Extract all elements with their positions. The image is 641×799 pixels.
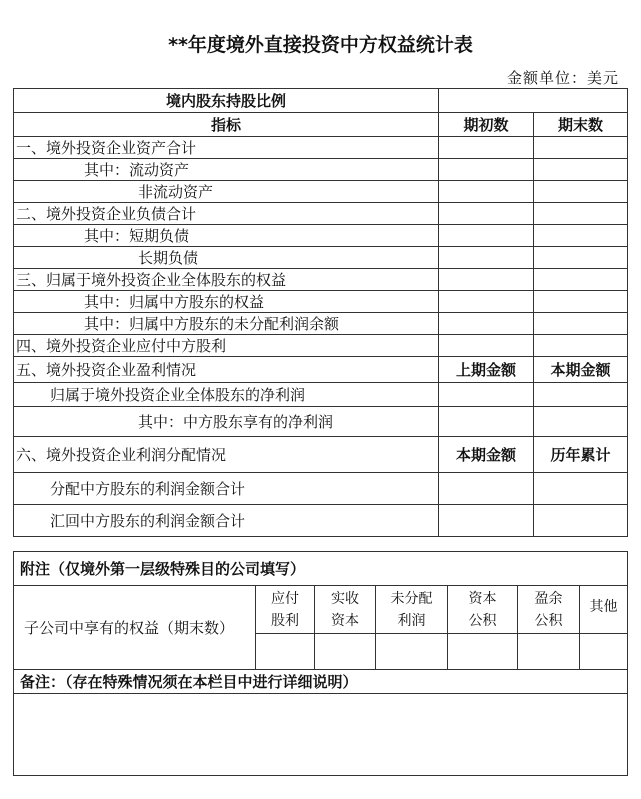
cell[interactable] (534, 247, 628, 269)
row-net-profit-cn: 其中：中方股东享有的净利润 (14, 407, 439, 437)
cell[interactable] (376, 634, 448, 670)
prev-period-header: 上期金额 (439, 357, 534, 383)
cell[interactable] (256, 634, 315, 670)
begin-header: 期初数 (439, 113, 534, 137)
subsidiary-label: 子公司中享有的权益（期末数） (14, 586, 256, 670)
row-current-assets: 其中：流动资产 (14, 159, 439, 181)
col-paid-capital: 实收 资本 (315, 586, 376, 634)
remark-area[interactable] (14, 694, 628, 776)
cell[interactable] (439, 473, 534, 505)
col-capital-reserve: 资本 公积 (448, 586, 518, 634)
row-dist-cn-total: 分配中方股东的利润金额合计 (14, 473, 439, 505)
curr-amount-header: 本期金额 (439, 437, 534, 473)
indicator-header: 指标 (14, 113, 439, 137)
cell[interactable] (534, 313, 628, 335)
lower-table (13, 551, 628, 776)
remark-label: 备注：（存在特殊情况须在本栏目中进行详细说明） (14, 670, 628, 694)
cell[interactable] (439, 313, 534, 335)
main-table (13, 88, 628, 537)
row-remit-cn-total: 汇回中方股东的利润金额合计 (14, 505, 439, 537)
cell[interactable] (315, 634, 376, 670)
row-equity-all: 三、归属于境外投资企业全体股东的权益 (14, 269, 439, 291)
row-noncurrent-assets: 非流动资产 (14, 181, 439, 203)
cell[interactable] (534, 335, 628, 357)
cell[interactable] (439, 407, 534, 437)
row-equity-cn: 其中：归属中方股东的权益 (14, 291, 439, 313)
row-profit-dist: 六、境外投资企业利润分配情况 (14, 437, 439, 473)
col-undistributed: 未分配 利润 (376, 586, 448, 634)
cell[interactable] (439, 203, 534, 225)
cell[interactable] (439, 159, 534, 181)
cell[interactable] (534, 137, 628, 159)
ratio-value-cell[interactable] (439, 89, 628, 113)
cell[interactable] (534, 407, 628, 437)
col-surplus-reserve: 盈余 公积 (518, 586, 580, 634)
cell[interactable] (534, 383, 628, 407)
row-undistributed-cn: 其中：归属中方股东的未分配利润余额 (14, 313, 439, 335)
page-title: **年度境外直接投资中方权益统计表 (168, 34, 473, 56)
note-label: 附注（仅境外第一层级特殊目的公司填写） (14, 552, 628, 586)
currency-unit: 金额单位：美元 (506, 69, 619, 87)
cell[interactable] (534, 291, 628, 313)
cell[interactable] (534, 269, 628, 291)
col-payable-dividend: 应付 股利 (256, 586, 315, 634)
row-short-liab: 其中：短期负债 (14, 225, 439, 247)
cell[interactable] (439, 225, 534, 247)
cell[interactable] (534, 473, 628, 505)
cell[interactable] (439, 137, 534, 159)
cell[interactable] (580, 634, 628, 670)
col-other: 其他 (580, 586, 628, 634)
row-profit-status: 五、境外投资企业盈利情况 (14, 357, 439, 383)
end-header: 期末数 (534, 113, 628, 137)
row-net-profit-all: 归属于境外投资企业全体股东的净利润 (14, 383, 439, 407)
cumulative-header: 历年累计 (534, 437, 628, 473)
cell[interactable] (534, 159, 628, 181)
cell[interactable] (439, 291, 534, 313)
cell[interactable] (534, 505, 628, 537)
cell[interactable] (534, 203, 628, 225)
ratio-label: 境内股东持股比例 (14, 89, 439, 113)
row-payable-dividend: 四、境外投资企业应付中方股利 (14, 335, 439, 357)
row-long-liab: 长期负债 (14, 247, 439, 269)
cell[interactable] (439, 505, 534, 537)
cell[interactable] (439, 269, 534, 291)
cell[interactable] (534, 181, 628, 203)
cell[interactable] (439, 247, 534, 269)
row-assets-total: 一、境外投资企业资产合计 (14, 137, 439, 159)
cell[interactable] (439, 181, 534, 203)
cell[interactable] (439, 335, 534, 357)
cell[interactable] (448, 634, 518, 670)
cell[interactable] (518, 634, 580, 670)
cell[interactable] (439, 383, 534, 407)
row-liabilities-total: 二、境外投资企业负债合计 (14, 203, 439, 225)
curr-period-header: 本期金额 (534, 357, 628, 383)
cell[interactable] (534, 225, 628, 247)
